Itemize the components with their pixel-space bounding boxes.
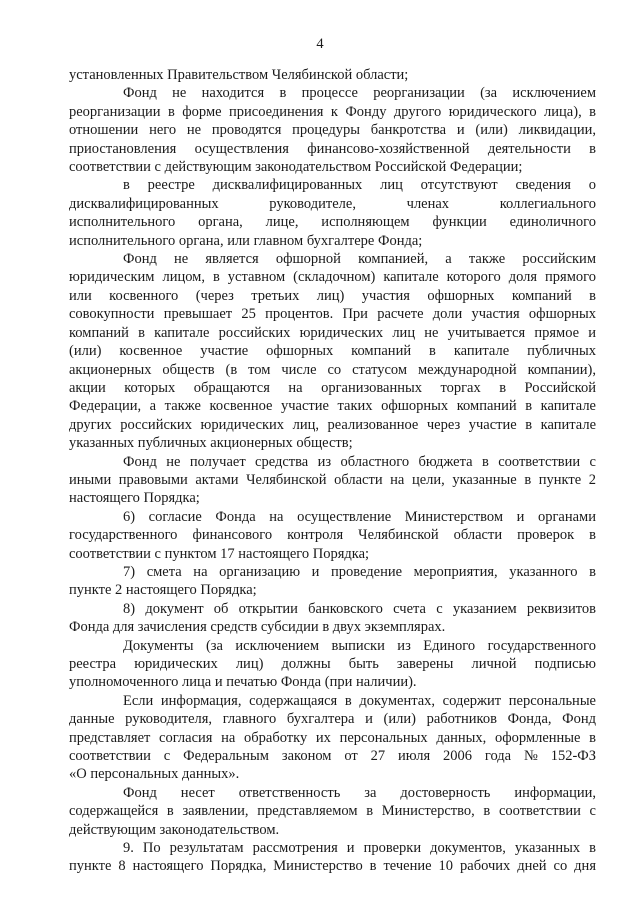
page-number: 4	[316, 36, 324, 52]
text-line: компаний в капитале российских юридических лиц не учитывается прямое и	[69, 324, 596, 341]
paragraph	[69, 637, 596, 692]
text-line: представляет согласия на обработку их персональных данных, оформленные в	[69, 729, 596, 746]
text-line: указанных публичных акционерных обществ;	[69, 435, 353, 452]
paragraph	[69, 784, 596, 839]
text-line: действующим законодательством.	[69, 821, 280, 838]
paragraph	[69, 563, 596, 600]
text-line: дисквалифицированных руководителе, членах коллегиального	[69, 195, 596, 212]
paragraph	[69, 508, 596, 563]
paragraph	[69, 250, 596, 452]
text-line: содержащейся в заявлении, представляемом в Министерство, в соответствии с	[69, 803, 596, 820]
text-line: 6) согласие Фонда на осуществление Министерством и органами	[123, 508, 596, 525]
text-line: 8) документ об открытии банковского счета с указанием реквизитов	[123, 600, 596, 617]
paragraph	[69, 84, 596, 176]
text-line: Документы (за исключением выписки из Единого государственного	[123, 637, 596, 654]
text-line: Фонд не является офшорной компанией, а также российским	[123, 251, 596, 268]
text-line: соответствии с Федеральным законом от 27 июля 2006 года № 152-ФЗ	[69, 748, 596, 765]
text-line: Фонд несет ответственность за достоверность информации,	[123, 784, 596, 801]
text-line: уполномоченного лица и печатью Фонда (при наличии).	[69, 674, 417, 691]
text-line: настоящего Порядка;	[69, 490, 200, 507]
paragraph	[69, 453, 596, 508]
paragraph	[69, 66, 596, 84]
text-line: других российских юридических лиц, реализованное через участие в капитале	[69, 416, 596, 433]
text-line: Если информация, содержащаяся в документах, содержит персональные	[123, 692, 596, 709]
text-line: данные руководителя, главного бухгалтера и (или) работников Фонда, Фонд	[69, 711, 596, 728]
text-line: 7) смета на организацию и проведение мероприятия, указанного в	[123, 563, 596, 580]
text-line: установленных Правительством Челябинской области;	[69, 67, 409, 83]
text-line: или косвенного (через третьих лиц) участия офшорных компаний в	[69, 287, 596, 304]
text-line: Фонд не находится в процессе реорганизации (за исключением	[123, 85, 596, 102]
text-line: акции которых обращаются на организованных торгах в Российской	[69, 379, 596, 396]
text-line: (или) косвенное участие офшорных компаний в капитале публичных	[69, 343, 596, 360]
text-line: юридическим лицом, в уставном (складочном) капитале которого доля прямого	[69, 269, 596, 286]
text-line: приостановления осуществления финансово-хозяйственной деятельности в	[69, 140, 596, 157]
text-line: пункте 2 настоящего Порядка;	[69, 582, 257, 599]
text-line: иными правовыми актами Челябинской области на цели, указанные в пункте 2	[69, 471, 596, 488]
text-line: государственного финансового контроля Челябинской области проверок в	[69, 527, 596, 544]
paragraph	[69, 839, 596, 876]
text-line: исполнительного органа, или главном бухгалтере Фонда;	[69, 232, 423, 249]
text-line: Федерации, а также косвенное участие таких офшорных компаний в капитале	[69, 398, 596, 415]
paragraph	[69, 600, 596, 637]
text-line: совокупности превышает 25 процентов. При расчете доли участия офшорных	[69, 306, 596, 323]
text-line: Фонд не получает средства из областного бюджета в соответствии с	[123, 453, 596, 470]
document-body	[69, 66, 596, 876]
text-line: «О персональных данных».	[69, 766, 240, 783]
text-line: соответствии с пунктом 17 настоящего Порядка;	[69, 545, 370, 562]
text-line: реестра юридических лиц) должны быть заверены личной подписью	[69, 656, 596, 672]
text-line: в реестре дисквалифицированных лиц отсутствуют сведения о	[123, 177, 596, 194]
paragraph	[69, 176, 596, 250]
text-line: реорганизации в форме присоединения к Фонду другого юридического лица), в	[69, 103, 596, 120]
text-line: акционерных обществ (в том числе со статусом международной компании),	[69, 361, 596, 378]
text-line: Фонда для зачисления средств субсидии в двух экземплярах.	[69, 619, 446, 636]
text-line: соответствии с действующим законодательством Российской Федерации;	[69, 159, 523, 176]
text-line: 9. По результатам рассмотрения и проверки документов, указанных в	[123, 840, 596, 857]
text-line: отношении него не проводятся процедуры банкротства и (или) ликвидации,	[69, 122, 596, 139]
text-line: исполнительного органа, лице, исполняющем функции единоличного	[69, 214, 596, 231]
paragraph	[69, 692, 596, 784]
text-line: пункте 8 настоящего Порядка, Министерство в течение 10 рабочих дней со дня	[69, 858, 596, 875]
